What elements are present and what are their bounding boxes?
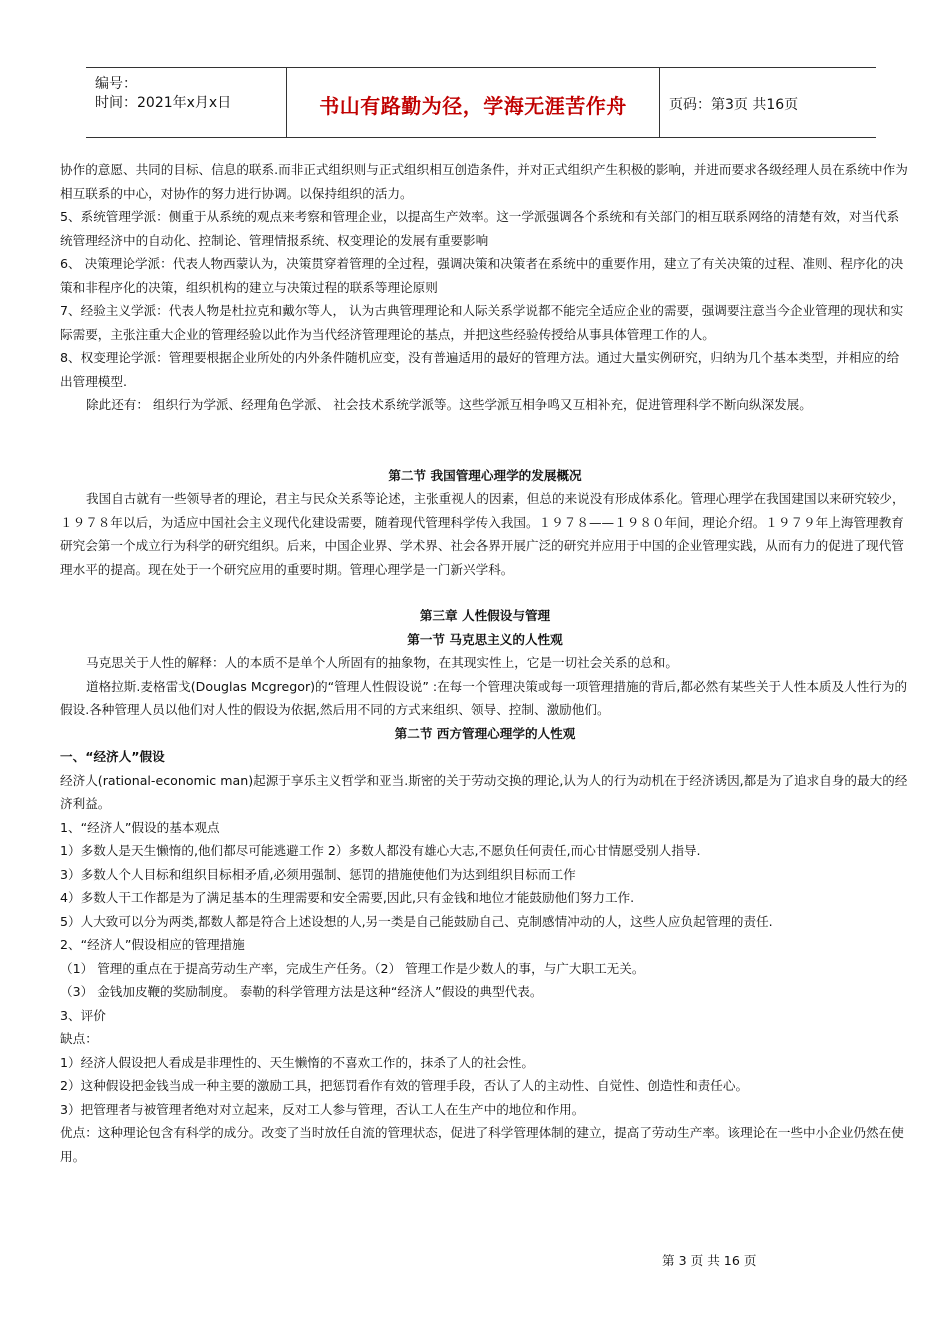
list-item: 3）多数人个人目标和组织目标相矛盾,必须用强制、惩罚的措施使他们为达到组织目标而工作 — [60, 866, 576, 882]
header-page-cell — [659, 68, 876, 137]
chapter-heading: 第三章 人性假设与管理 — [419, 608, 551, 623]
pros-paragraph: 优点：这种理论包含有科学的成分。改变了当时放任自流的管理状态，促进了科学管理体制的建立，提高了劳动生产率。该理论在一些中小企业仍然在使用。 — [60, 1125, 904, 1164]
page-footer: 第 3 页 共 16 页 — [662, 1253, 757, 1268]
body-paragraph: 协作的意愿、共同的目标、信息的联系.而非正式组织则与正式组织相互创造条件，并对正式组织产生积极的影响，并进而要求各级经理人员在系统中作为相互联系的中心，对协作的努力进行协调。以保持组织的活力。 — [60, 162, 908, 201]
list-item: 1）多数人是天生懒惰的,他们都尽可能逃避工作 2）多数人都没有雄心大志,不愿负任何责任,而心甘情愿受别人指导. — [60, 843, 701, 858]
document-number-label: 编号： — [95, 76, 137, 92]
contingency-school-paragraph: 8、权变理论学派：管理要根据企业所处的内外条件随机应变，没有普遍适用的最好的管理方法。通过大量实例研究，归纳为几个基本类型，并相应的给出管理模型. — [60, 350, 900, 389]
document-body — [60, 158, 910, 1168]
document-time-label: 时间：2021年x月x日 — [95, 95, 232, 111]
list-heading: 2、“经济人”假设相应的管理措施 — [60, 937, 245, 952]
header-info-cell — [86, 68, 286, 137]
empiricism-school-paragraph: 7、经验主义学派：代表人物是杜拉克和戴尔等人， 认为古典管理理论和人际关系学说都不能完全适应企业的需要，强调要注意当今企业管理的现状和实际需要，主张注重大企业的管理经验以此作为当代经济管理理论的基点，并把这些经验传授给从事具体管理工作的人。 — [60, 303, 904, 342]
list-item: 2）这种假设把金钱当成一种主要的激励工具，把惩罚看作有效的管理手段，否认了人的主动性、自觉性、创造性和责任心。 — [60, 1078, 749, 1093]
list-item: （3） 金钱加皮鞭的奖励制度。 泰勒的科学管理方法是这种“经济人”假设的典型代表。 — [60, 984, 543, 999]
economic-man-paragraph: 经济人(rational-economic man)起源于享乐主义哲学和亚当.斯密的关于劳动交换的理论,认为人的行为动机在于经济诱因,都是为了追求自身的最大的经济利益。 — [60, 772, 908, 811]
other-schools-paragraph: 除此还有： 组织行为学派、经理角色学派、 社会技术系统学派等。这些学派互相争鸣又互相补充，促进管理科学不断向纵深发展。 — [86, 397, 812, 412]
list-heading: 3、评价 — [60, 1007, 106, 1023]
header-page-number: 页码：第3页 共16页 — [669, 97, 799, 113]
subsection-heading: 一、“经济人”假设 — [60, 749, 165, 764]
list-item: （1） 管理的重点在于提高劳动生产率，完成生产任务。（2） 管理工作是少数人的事，与广大职工无关。 — [60, 960, 645, 976]
section-heading: 第二节 我国管理心理学的发展概况 — [388, 467, 582, 483]
section-heading: 第一节 马克思主义的人性观 — [407, 631, 563, 647]
list-item: 1）经济人假设把人看成是非理性的、天生懒惰的不喜欢工作的，抹杀了人的社会性。 — [60, 1054, 534, 1070]
page-header — [86, 67, 876, 138]
section-heading: 第二节 西方管理心理学的人性观 — [394, 725, 576, 741]
list-heading: 缺点： — [60, 1031, 98, 1046]
list-heading: 1、“经济人”假设的基本观点 — [60, 819, 220, 835]
china-development-paragraph: 我国自古就有一些领导者的理论，君主与民众关系等论述，主张重视人的因素，但总的来说没有形成体系化。管理心理学在我国建国以来研究较少，１９７８年以后，为适应中国社会主义现代化建设需要，随着现代管理科学传入我国。１９７８——１９８０年间，理论介绍。１９７９年上海管理教育研究会第一个成立行为科学的研究组织。后来，中国企业界、学术界、社会各界开展广泛的研究并应用于中国的企业管理实践，从而有力的促进了现代管理水平的提高。现在处于一个研究应用的重要时期。管理心理学是一门新兴学科。 — [60, 491, 905, 577]
list-item: 4）多数人干工作都是为了满足基本的生理需要和安全需要,因此,只有金钱和地位才能鼓励他们努力工作. — [60, 890, 635, 905]
decision-school-paragraph: 6、 决策理论学派：代表人物西蒙认为，决策贯穿着管理的全过程，强调决策和决策者在系统中的重要作用，建立了有关决策的过程、准则、程序化的决策和非程序化的决策，组织机构的建立与决策过程的联系等理论原则 — [60, 256, 904, 295]
system-school-paragraph: 5、系统管理学派：侧重于从系统的观点来考察和管理企业，以提高生产效率。这一学派强调各个系统和有关部门的相互联系网络的清楚有效，对当代系统管理经济中的自动化、控制论、管理情报系统、权变理论的发展有重要影响 — [60, 209, 900, 248]
mcgregor-paragraph: 道格拉斯.麦格雷戈(Douglas Mcgregor)的“管理人性假设说” :在每一个管理决策或每一项管理措施的背后,都必然有某些关于人性本质及人性行为的假设.各种管理人员以他们对人性的假设为依据,然后用不同的方式来组织、领导、控制、激励他们。 — [60, 678, 908, 717]
marx-paragraph: 马克思关于人性的解释：人的本质不是单个人所固有的抽象物，在其现实性上，它是一切社会关系的总和。 — [86, 655, 678, 670]
list-item: 5）人大致可以分为两类,都数人都是符合上述设想的人,另一类是自己能鼓励自己、克制感情冲动的人，这些人应负起管理的责任. — [60, 913, 773, 929]
header-slogan-cell — [286, 68, 660, 137]
list-item: 3）把管理者与被管理者绝对对立起来，反对工人参与管理，否认工人在生产中的地位和作用。 — [60, 1101, 585, 1117]
header-slogan: 书山有路勤为径，学海无涯苦作舟 — [319, 94, 627, 118]
